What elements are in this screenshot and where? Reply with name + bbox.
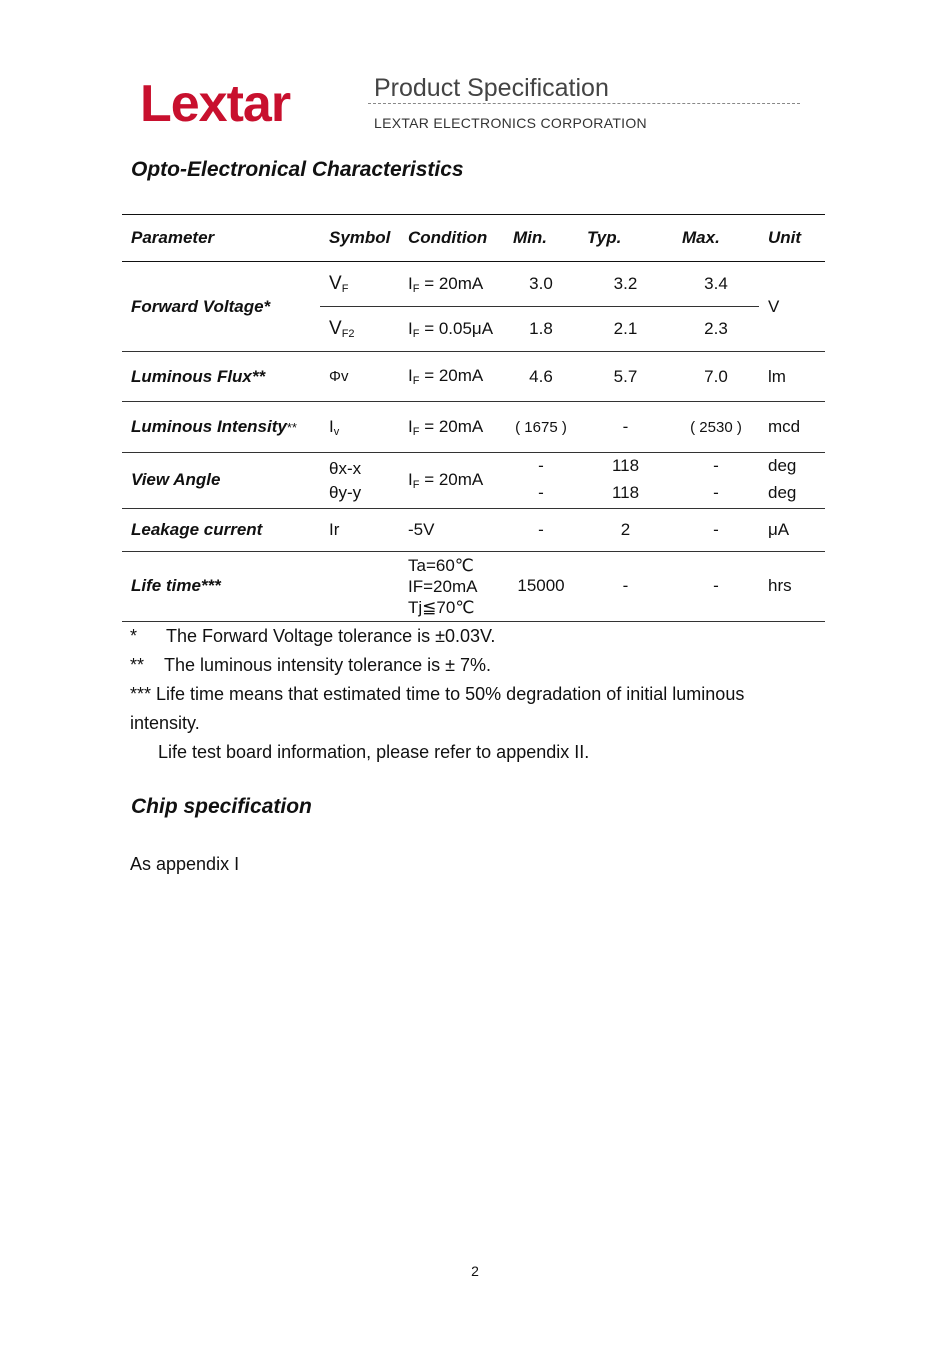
- vf-typ: 3.2: [578, 262, 673, 307]
- chip-spec-text: As appendix I: [130, 854, 240, 874]
- life-max: -: [673, 551, 759, 621]
- leakage-max: -: [673, 508, 759, 551]
- table-row: [122, 352, 825, 402]
- header-title: Product Specification: [374, 74, 609, 102]
- theta-x-unit: deg: [768, 456, 797, 475]
- theta-y-unit: deg: [759, 479, 825, 508]
- iv-min: ( 1675 ): [504, 402, 578, 453]
- param-leakage-current: Leakage current: [122, 508, 320, 551]
- symbol-life-time: [320, 551, 399, 621]
- param-luminous-intensity: Luminous Intensity**: [122, 402, 320, 453]
- header-typ: Typ.: [578, 215, 673, 262]
- param-luminous-flux: Luminous Flux**: [122, 352, 320, 402]
- characteristics-table: [122, 214, 825, 622]
- condition-vf: $I_F = 20mA$: [399, 262, 504, 307]
- header-min: Min.: [504, 215, 578, 262]
- header-unit: Unit: [759, 215, 825, 262]
- table-row: [122, 453, 825, 480]
- table-row: [122, 402, 825, 453]
- flux-typ: 5.7: [578, 352, 673, 402]
- section-title-chip: Chip specification: [131, 795, 312, 818]
- symbol-vf: $V_F$: [320, 262, 399, 307]
- footnote-3: *** Life time means that estimated time to 50% degradation of initial luminous intensity.: [130, 684, 745, 733]
- header-condition: Condition: [399, 215, 504, 262]
- life-typ: -: [578, 551, 673, 621]
- condition-iv: $I_F = 20mA$: [399, 402, 504, 453]
- table-row: [122, 262, 825, 307]
- theta-x-min: -: [538, 456, 544, 475]
- table-header-row: [122, 215, 825, 262]
- iv-unit: mcd: [759, 402, 825, 453]
- page-number: 2: [471, 1263, 479, 1279]
- symbol-theta-y: θy-y: [320, 479, 399, 508]
- vf-max: 3.4: [673, 262, 759, 307]
- footnote-4: Life test board information, please refer to appendix II.: [158, 742, 590, 762]
- table-row: [122, 551, 825, 621]
- iv-typ: -: [578, 402, 673, 453]
- symbol-flux: Φv: [320, 352, 399, 402]
- symbol-vf2: $V_{F2}$: [320, 307, 399, 352]
- condition-vf2: $I_F = 0.05\mu A$: [399, 307, 504, 352]
- iv-max: ( 2530 ): [673, 402, 759, 453]
- table-row: [122, 508, 825, 551]
- header-max: Max.: [673, 215, 759, 262]
- condition-leakage: -5V: [399, 508, 504, 551]
- footnote-2: ** The luminous intensity tolerance is ± 7%.: [130, 655, 492, 675]
- footnote-1: * The Forward Voltage tolerance is ±0.03V.: [130, 626, 496, 646]
- header-divider: [368, 103, 800, 104]
- header-symbol: Symbol: [320, 215, 399, 262]
- symbol-ir: Ir: [320, 508, 399, 551]
- theta-x-max: -: [713, 456, 719, 475]
- vf2-typ: 2.1: [578, 307, 673, 352]
- flux-max: 7.0: [673, 352, 759, 402]
- flux-unit: lm: [759, 352, 825, 402]
- leakage-unit: μA: [759, 508, 825, 551]
- leakage-min: -: [504, 508, 578, 551]
- leakage-typ: 2: [578, 508, 673, 551]
- param-forward-voltage: Forward Voltage*: [122, 262, 320, 352]
- symbol-iv: $I_v$: [320, 402, 399, 453]
- param-view-angle: View Angle: [122, 453, 320, 509]
- life-min: 15000: [504, 551, 578, 621]
- param-life-time: Life time***: [122, 551, 320, 621]
- condition-flux: $I_F = 20mA$: [399, 352, 504, 402]
- header-subtitle: LEXTAR ELECTRONICS CORPORATION: [374, 115, 647, 131]
- flux-min: 4.6: [504, 352, 578, 402]
- theta-x-typ: 118: [611, 456, 640, 475]
- vf-unit: V: [759, 262, 825, 352]
- vf-min: 3.0: [504, 262, 578, 307]
- header-parameter: Parameter: [122, 215, 320, 262]
- theta-y-max: -: [673, 479, 759, 508]
- life-unit: hrs: [759, 551, 825, 621]
- theta-y-min: -: [504, 479, 578, 508]
- vf2-min: 1.8: [504, 307, 578, 352]
- condition-view-angle: $I_F = 20mA$: [399, 453, 504, 509]
- condition-life-time: Ta=60℃ IF=20mA Tj≦70℃: [399, 551, 504, 621]
- vf2-max: 2.3: [673, 307, 759, 352]
- lextar-logo: Lextar: [140, 75, 291, 133]
- theta-y-typ: 118: [578, 479, 673, 508]
- symbol-theta-x: θx-x: [329, 459, 362, 478]
- footnotes: [130, 622, 810, 767]
- section-title-opto: Opto-Electronical Characteristics: [131, 158, 464, 181]
